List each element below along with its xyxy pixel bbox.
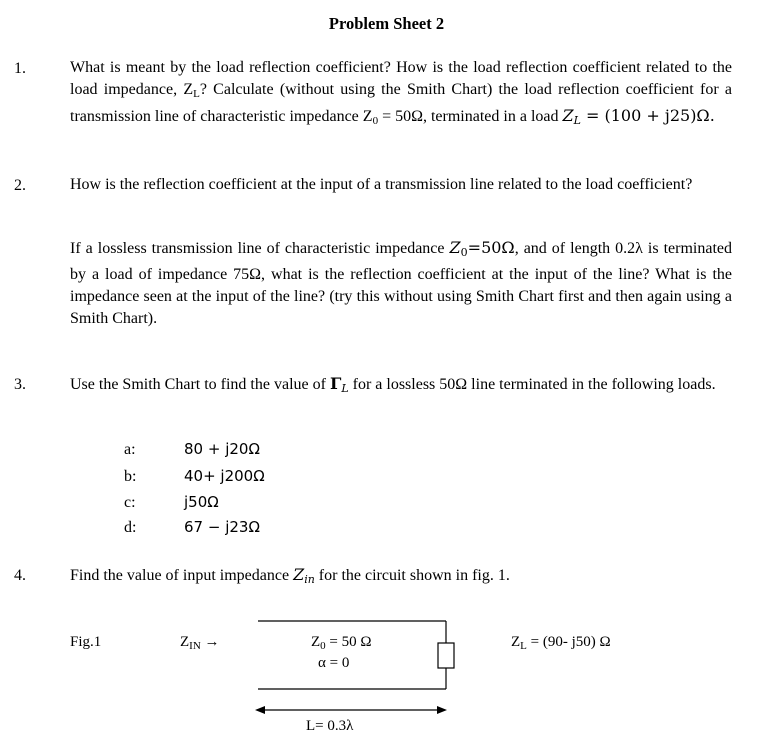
problem-3-number: 3. (14, 376, 26, 393)
problem-2-text-2: If a lossless transmission line of characteristic impedance $Z_0=50\Omega$, and of length 0.2λ is terminated by a load of impedance 75Ω, what is the reflection coefficient at the input of the line? What is the impedance seen at the input of the line? (try this without using Smith Chart first and then again using a Smith Chart). (70, 238, 733, 327)
problem-3-text: Use the Smith Chart to find the value of $\Gamma_L$ for a lossless 50Ω line terminated in the following loads. (70, 374, 716, 395)
problem-1-text: What is meant by the load reflection coefficient? How is the load reflection coefficient related to the load impedance, $Z_L$? Calculate (without using the Smith Chart) the load reflection coefficient for a transmission line of characteristic impedance $Z_0 = 50\Omega$, terminated in a load $Z_L = (100 + j25)\Omega$. (70, 59, 732, 127)
load-b: b: 40+ j200Ω (124, 467, 265, 485)
figure-label: Fig.1 (70, 634, 102, 650)
line-length-label: L= 0.3λ (306, 718, 354, 734)
problem-4-number: 4. (14, 567, 26, 584)
length-arrow-left (255, 706, 265, 714)
zin-label: $Z_{IN}$ → (180, 634, 220, 652)
problem-2-number: 2. (14, 177, 26, 194)
length-arrow-right (437, 706, 447, 714)
load-d: d: 67 − j23Ω (124, 518, 260, 536)
alpha-label: α = 0 (318, 655, 350, 671)
problem-2-text: How is the reflection coefficient at the input of a transmission line related to the load coefficient? (70, 176, 693, 193)
problem-4-text: Find the value of input impedance $Z_{in}$ for the circuit shown in fig. 1. (70, 565, 510, 586)
page-title: Problem Sheet 2 (328, 14, 445, 33)
problem-1-number: 1. (14, 60, 26, 77)
load-resistor (438, 643, 454, 668)
z0-label: $Z_0 = 50$ Ω (311, 634, 372, 652)
load-a: a: 80 + j20Ω (124, 440, 260, 458)
load-c: c: j50Ω (124, 493, 219, 511)
zl-label: $Z_L = (90-$ j50) Ω (511, 634, 611, 652)
